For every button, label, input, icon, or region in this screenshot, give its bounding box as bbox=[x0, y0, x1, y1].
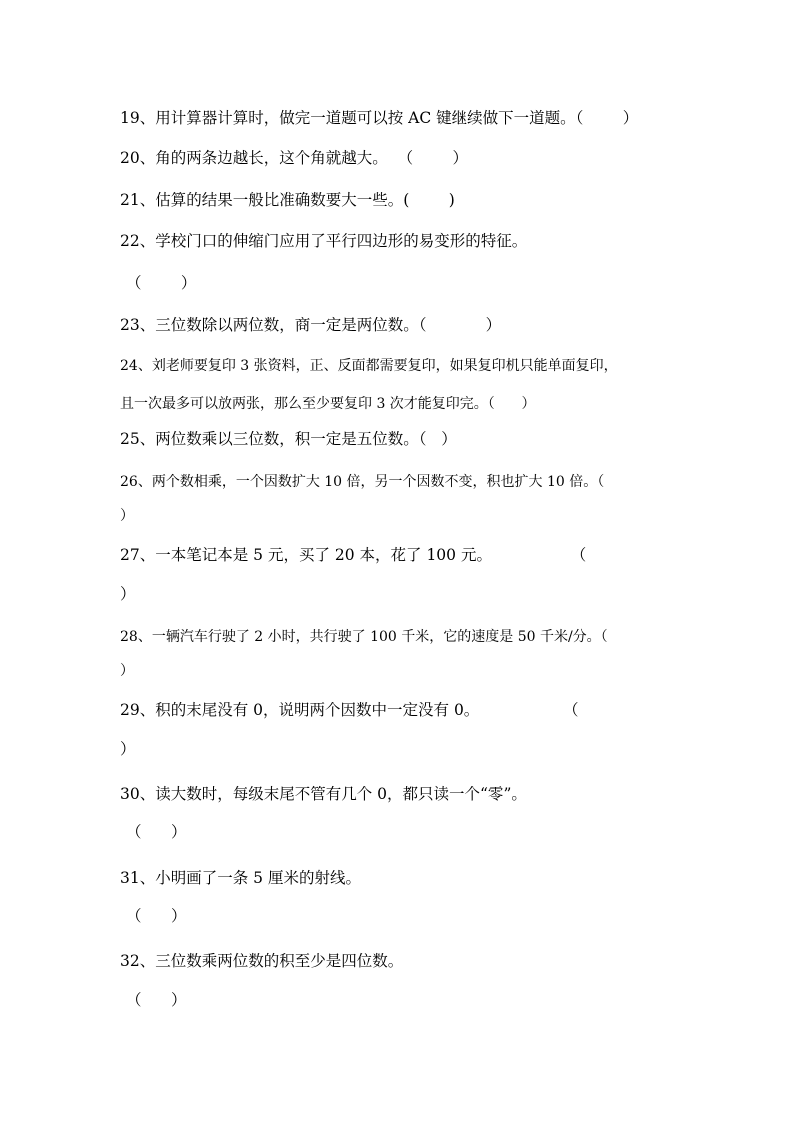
question-21: 21、估算的结果一般比准确数要大一些。( ) bbox=[120, 191, 455, 209]
answer-blank-26: ） bbox=[120, 508, 134, 524]
question-20: 20、角的两条边越长，这个角就越大。 （ ） bbox=[120, 149, 468, 167]
question-30: 30、读大数时，每级末尾不管有几个 0，都只读一个“零”。 bbox=[120, 785, 527, 803]
question-32: 32、三位数乘两位数的积至少是四位数。 bbox=[120, 952, 404, 970]
answer-blank-27: ） bbox=[120, 585, 136, 603]
question-24-line-2: 且一次最多可以放两张，那么至少要复印 3 次才能复印完。（ ） bbox=[120, 396, 536, 412]
answer-blank-29: ） bbox=[120, 740, 136, 758]
question-26: 26、两个数相乘，一个因数扩大 10 倍，另一个因数不变，积也扩大 10 倍。（ bbox=[120, 474, 605, 490]
answer-blank-28: ） bbox=[120, 663, 134, 679]
question-25: 25、两位数乘以三位数，积一定是五位数。（ ） bbox=[120, 430, 457, 448]
question-22: 22、学校门口的伸缩门应用了平行四边形的易变形的特征。 bbox=[120, 232, 528, 250]
answer-blank-32: （ ） bbox=[126, 991, 187, 1009]
question-29: 29、积的末尾没有 0，说明两个因数中一定没有 0。 （ bbox=[120, 701, 579, 719]
question-28: 28、一辆汽车行驶了 2 小时，共行驶了 100 千米，它的速度是 50 千米/分。（ bbox=[120, 629, 608, 645]
question-19: 19、用计算器计算时，做完一道题可以按 AC 键继续做下一道题。（ ） bbox=[120, 109, 639, 127]
answer-blank-31: （ ） bbox=[126, 907, 187, 925]
question-31: 31、小明画了一条 5 厘米的射线。 bbox=[120, 869, 361, 887]
answer-blank-30: （ ） bbox=[126, 823, 187, 841]
answer-blank-22: （ ） bbox=[126, 274, 197, 292]
question-27: 27、一本笔记本是 5 元，买了 20 本，花了 100 元。 （ bbox=[120, 546, 587, 564]
question-23: 23、三位数除以两位数，商一定是两位数。（ ） bbox=[120, 316, 502, 334]
question-24-line-1: 24、刘老师要复印 3 张资料，正、反面都需要复印，如果复印机只能单面复印， bbox=[120, 358, 618, 374]
